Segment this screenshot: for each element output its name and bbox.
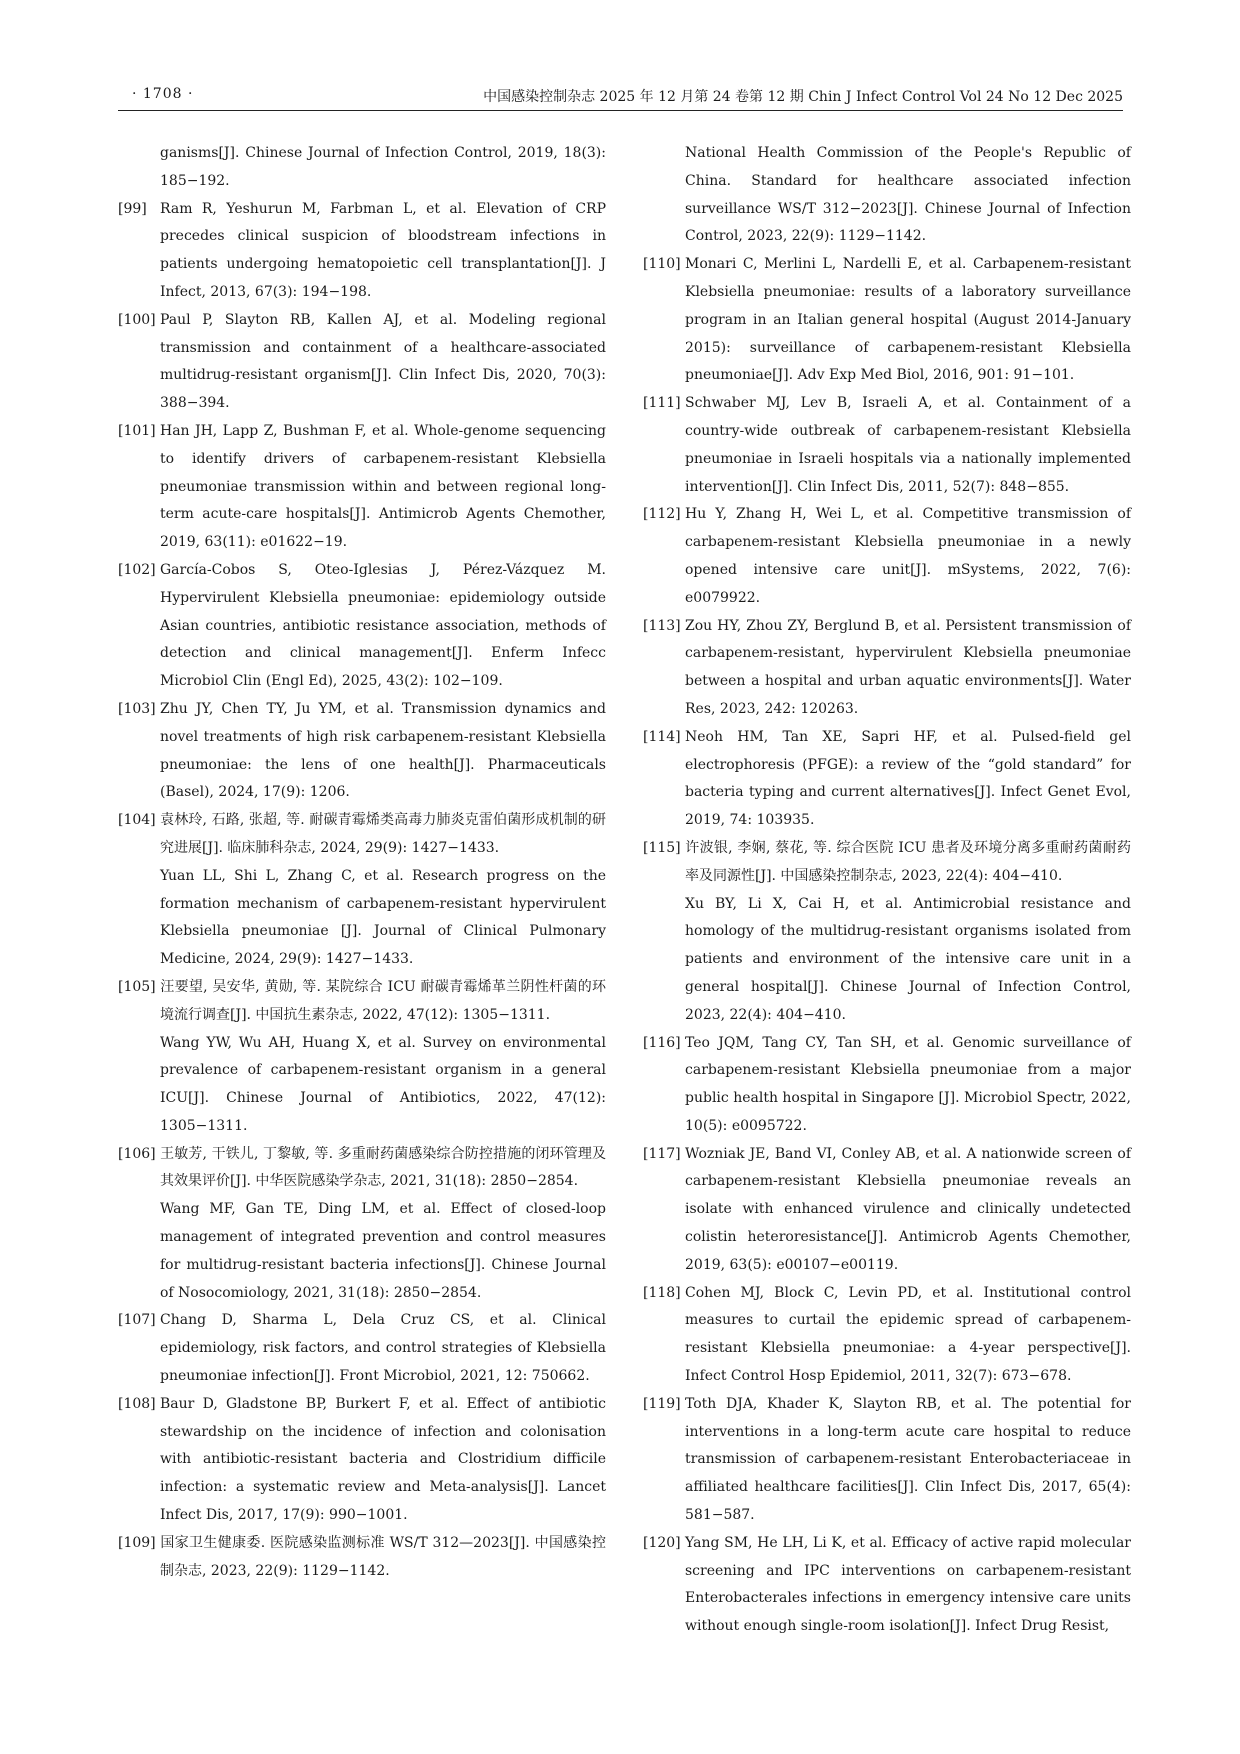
reference-text: Neoh HM, Tan XE, Sapri HF, et al. Pulsed-field gel electrophoresis (PFGE): a review of the “gold standard” for bacteria typing and current alternatives[J]. Infect Genet Evol, 2019, 74: 103935.: [685, 728, 1131, 829]
reference-number: [103]: [118, 700, 156, 717]
reference-number: [119]: [643, 1395, 681, 1412]
reference-text: Ram R, Yeshurun M, Farbman L, et al. Elevation of CRP precedes clinical suspicion of bloodstream infections in patients undergoing hematopoietic cell transplantation[J]. J Infect, 2013, 67(3): 194−198.: [160, 200, 606, 300]
reference-text: Yang SM, He LH, Li K, et al. Efficacy of active rapid molecular screening and IPC interventions on carbapenem-resistant Enterobacterales infections in emergency intensive care units without enough single-room isolation[J]. Infect Drug Resist,: [685, 1534, 1131, 1635]
reference-continuation: [118, 863, 606, 974]
reference-entry: [643, 501, 1131, 612]
reference-entry: [118, 196, 606, 307]
reference-text: Wang YW, Wu AH, Huang X, et al. Survey on environmental prevalence of carbapenem-resistant organism in a general ICU[J]. Chinese Journal of Antibiotics, 2022, 47(12): 1305−1311.: [160, 1034, 606, 1134]
reference-entry: [643, 1280, 1131, 1391]
reference-text: National Health Commission of the People's Republic of China. Standard for healthcare associated infection surveillance WS/T 312−2023[J]. Chinese Journal of Infection Control, 2023, 22(9): 1129−1142.: [685, 145, 1131, 245]
reference-entry: [118, 418, 606, 557]
reference-number: [111]: [643, 395, 681, 412]
reference-text: Monari C, Merlini L, Nardelli E, et al. Carbapenem-resistant Klebsiella pneumoniae: results of a laboratory surveillance program in an Italian general hospital (August 2014-January 2015): surveillance of carbapenem-resistant Klebsiella pneumoniae[J]. Adv Exp Med Biol, 2016, 901: 91−101.: [685, 256, 1131, 384]
reference-text: Zou HY, Zhou ZY, Berglund B, et al. Persistent transmission of carbapenem-resistant, hypervirulent Klebsiella pneumoniae between a hospital and urban aquatic environments[J]. Water Res, 2023, 242: 120263.: [685, 617, 1131, 717]
reference-number: [106]: [118, 1145, 156, 1162]
reference-text: Baur D, Gladstone BP, Burkert F, et al. Effect of antibiotic stewardship on the incidence of infection and colonisation with antibiotic-resistant bacteria and Clostridium difficile infection: a systematic review and Meta-analysis[J]. Lancet Infect Dis, 2017, 17(9): 990−1001.: [160, 1395, 606, 1524]
reference-continuation: [643, 140, 1131, 251]
journal-info: 中国感染控制杂志 2025 年 12 月第 24 卷第 12 期 Chin J Infect Control Vol 24 No 12 Dec 2025: [483, 89, 1123, 105]
reference-entry: [118, 307, 606, 418]
reference-entry: [643, 1141, 1131, 1280]
reference-number: [116]: [643, 1034, 681, 1051]
reference-entry: [643, 251, 1131, 390]
reference-entry: [118, 696, 606, 807]
reference-entry: [643, 1530, 1131, 1641]
reference-text: Xu BY, Li X, Cai H, et al. Antimicrobial resistance and homology of the multidrug-resistant organisms isolated from patients and environment of the intensive care unit in a general hospital[J]. Chinese Journal of Infection Control, 2023, 22(4): 404−410.: [685, 895, 1131, 1023]
reference-entry: [643, 390, 1131, 501]
reference-text: Wang MF, Gan TE, Ding LM, et al. Effect of closed-loop management of integrated prevention and control measures for multidrug-resistant bacteria infections[J]. Chinese Journal of Nosocomiology, 2021, 31(18): 2850−2854.: [160, 1201, 606, 1301]
reference-number: [117]: [643, 1145, 681, 1162]
reference-text: 王敏芳, 干铁儿, 丁黎敏, 等. 多重耐药菌感染综合防控措施的闭环管理及其效果评价[J]. 中华医院感染学杂志, 2021, 31(18): 2850−2854.: [160, 1145, 606, 1190]
reference-number: [109]: [118, 1534, 156, 1551]
reference-number: [101]: [118, 422, 156, 439]
reference-text: Paul P, Slayton RB, Kallen AJ, et al. Modeling regional transmission and containment of a healthcare-associated multidrug-resistant organism[J]. Clin Infect Dis, 2020, 70(3): 388−394.: [160, 311, 606, 412]
reference-text: ganisms[J]. Chinese Journal of Infection Control, 2019, 18(3): 185−192.: [160, 145, 606, 189]
reference-continuation: [118, 1196, 606, 1307]
reference-number: [113]: [643, 617, 681, 634]
reference-text: 汪要望, 吴安华, 黄勋, 等. 某院综合 ICU 耐碳青霉烯革兰阴性杆菌的环境流行调查[J]. 中国抗生素杂志, 2022, 47(12): 1305−1311.: [160, 978, 606, 1023]
reference-continuation: [118, 1030, 606, 1141]
reference-entry: [643, 835, 1131, 891]
reference-text: 许波银, 李娴, 蔡花, 等. 综合医院 ICU 患者及环境分离多重耐药菌耐药率及同源性[J]. 中国感染控制杂志, 2023, 22(4): 404−410.: [685, 839, 1131, 884]
reference-entry: [118, 807, 606, 863]
reference-continuation: [118, 140, 606, 196]
reference-number: [102]: [118, 561, 156, 578]
reference-number: [115]: [643, 839, 681, 856]
reference-entry: [643, 613, 1131, 724]
reference-text: Schwaber MJ, Lev B, Israeli A, et al. Containment of a country-wide outbreak of carbapenem-resistant Klebsiella pneumoniae in Israeli hospitals via a nationally implemented intervention[J]. Clin Infect Dis, 2011, 52(7): 848−855.: [685, 395, 1131, 495]
reference-number: [100]: [118, 311, 156, 328]
reference-text: Yuan LL, Shi L, Zhang C, et al. Research progress on the formation mechanism of carbapenem-resistant hypervirulent Klebsiella pneumoniae [J]. Journal of Clinical Pulmonary Medicine, 2024, 29(9): 1427−1433.: [160, 867, 606, 968]
reference-number: [118]: [643, 1284, 681, 1301]
reference-entry: [643, 724, 1131, 835]
reference-number: [104]: [118, 812, 156, 829]
reference-entry: [643, 1030, 1131, 1141]
reference-text: García-Cobos S, Oteo-Iglesias J, Pérez-Vázquez M. Hypervirulent Klebsiella pneumoniae: epidemiology outside Asian countries, antibiotic resistance association, methods of detection and clinical management[J]. Enferm Infecc Microbiol Clin (Engl Ed), 2025, 43(2): 102−109.: [160, 561, 606, 690]
right-reference-column: [643, 140, 1131, 1641]
reference-text: Han JH, Lapp Z, Bushman F, et al. Whole-genome sequencing to identify drivers of carbapenem-resistant Klebsiella pneumoniae transmission within and between regional long-term acute-care hospitals[J]. Antimicrob Agents Chemother, 2019, 63(11): e01622−19.: [160, 422, 606, 551]
running-header: [118, 84, 1123, 111]
reference-number: [112]: [643, 506, 681, 523]
reference-text: 袁林玲, 石路, 张超, 等. 耐碳青霉烯类高毒力肺炎克雷伯菌形成机制的研究进展[J]. 临床肺科杂志, 2024, 29(9): 1427−1433.: [160, 812, 606, 856]
reference-number: [105]: [118, 978, 156, 995]
reference-entry: [118, 1530, 606, 1586]
reference-continuation: [643, 891, 1131, 1030]
reference-text: Chang D, Sharma L, Dela Cruz CS, et al. Clinical epidemiology, risk factors, and control strategies of Klebsiella pneumoniae infection[J]. Front Microbiol, 2021, 12: 750662.: [160, 1312, 606, 1385]
reference-entry: [118, 1391, 606, 1530]
reference-text: Zhu JY, Chen TY, Ju YM, et al. Transmission dynamics and novel treatments of high risk carbapenem-resistant Klebsiella pneumoniae: the lens of one health[J]. Pharmaceuticals (Basel), 2024, 17(9): 1206.: [160, 700, 606, 801]
reference-number: [107]: [118, 1312, 156, 1329]
reference-text: Toth DJA, Khader K, Slayton RB, et al. The potential for interventions in a long-term acute care hospital to reduce transmission of carbapenem-resistant Enterobacteriaceae in affiliated healthcare facilities[J]. Clin Infect Dis, 2017, 65(4): 581−587.: [685, 1395, 1131, 1524]
reference-text: Hu Y, Zhang H, Wei L, et al. Competitive transmission of carbapenem-resistant Klebsiella pneumoniae in a newly opened intensive care unit[J]. mSystems, 2022, 7(6): e0079922.: [685, 506, 1131, 606]
left-reference-column: [118, 140, 606, 1585]
reference-number: [120]: [643, 1534, 681, 1551]
reference-number: [99]: [118, 200, 147, 217]
reference-number: [114]: [643, 728, 681, 745]
reference-text: Cohen MJ, Block C, Levin PD, et al. Institutional control measures to curtail the epidemic spread of carbapenem-resistant Klebsiella pneumoniae: a 4-year perspective[J]. Infect Control Hosp Epidemiol, 2011, 32(7): 673−678.: [685, 1284, 1131, 1385]
page-number: · 1708 ·: [132, 86, 194, 102]
reference-number: [108]: [118, 1395, 156, 1412]
reference-entry: [118, 557, 606, 696]
reference-entry: [643, 1391, 1131, 1530]
reference-text: Wozniak JE, Band VI, Conley AB, et al. A nationwide screen of carbapenem-resistant Klebsiella pneumoniae reveals an isolate with enhanced virulence and clinically undetected colistin heteroresistance[J]. Antimicrob Agents Chemother, 2019, 63(5): e00107−e00119.: [685, 1145, 1131, 1273]
reference-entry: [118, 1141, 606, 1197]
reference-number: [110]: [643, 256, 681, 273]
reference-text: 国家卫生健康委. 医院感染监测标准 WS/T 312—2023[J]. 中国感染控制杂志, 2023, 22(9): 1129−1142.: [160, 1534, 606, 1579]
reference-entry: [118, 1307, 606, 1390]
reference-entry: [118, 974, 606, 1030]
reference-text: Teo JQM, Tang CY, Tan SH, et al. Genomic surveillance of carbapenem-resistant Klebsiella pneumoniae from a major public health hospital in Singapore [J]. Microbiol Spectr, 2022, 10(5): e0095722.: [685, 1034, 1131, 1134]
